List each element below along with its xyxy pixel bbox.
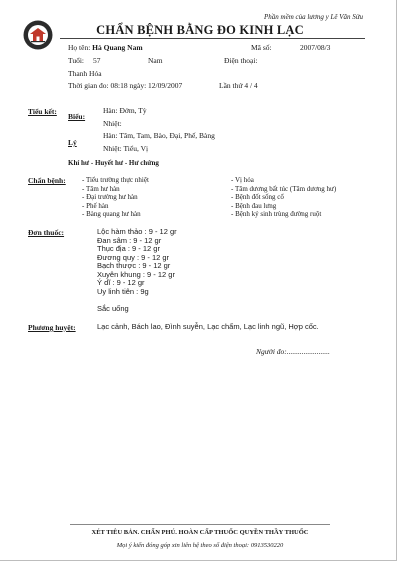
footer-divider: [70, 524, 330, 525]
diagnosis-item: - Bàng quang hư hàn: [82, 210, 141, 219]
diagnosis-item: - Bệnh ký sinh trùng đường ruột: [231, 210, 322, 219]
bieu-nhiet: Nhiệt:: [103, 119, 122, 128]
summary-label: Tiểu kết:: [28, 107, 57, 116]
herb-item: Bạch thược : 9 - 12 gr: [97, 261, 171, 270]
visit-count: 4 / 4: [244, 81, 258, 90]
time-label: Thời gian đo:: [68, 81, 109, 90]
name-label: Họ tên:: [68, 43, 91, 52]
herb-item: Lộc hàm thảo : 9 - 12 gr: [97, 227, 177, 236]
page-title: CHẨN BỆNH BẰNG ĐO KINH LẠC: [96, 23, 304, 37]
measurer-signature-line: Người đo:.......................: [256, 347, 330, 356]
diagnosis-item: - Đại trường hư hàn: [82, 193, 138, 202]
patient-id: 2007/08/3: [300, 43, 331, 52]
bieu-label: Biểu:: [68, 112, 86, 121]
software-credit: Phần mềm của lương y Lê Văn Sửu: [264, 13, 364, 21]
herb-item: Ý dĩ : 9 - 12 gr: [97, 278, 145, 287]
usage-instruction: Sắc uống: [97, 304, 129, 313]
visit-row: [219, 81, 258, 90]
measure-date: 12/09/2007: [148, 81, 183, 90]
diagnosis-item: - Tâm hư hàn: [82, 184, 120, 193]
header-divider: [60, 38, 365, 39]
measure-time-row: [68, 81, 182, 90]
diagnosis-label: Chẩn bệnh:: [28, 176, 66, 185]
diagnosis-item: - Bệnh đốt sống cổ: [231, 193, 284, 202]
diagnosis-item: - Bệnh đau lưng: [231, 201, 277, 210]
visit-label: Lần thứ: [219, 81, 243, 90]
diagnosis-item: - Tiểu trường thực nhiệt: [82, 176, 149, 184]
diagnosis-list-left: [82, 176, 149, 219]
acupoints-label: Phương huyệt:: [28, 323, 76, 332]
patient-name-row: [68, 43, 143, 52]
measure-time: 08:18: [110, 81, 128, 90]
patient-address: Thanh Hóa: [68, 69, 102, 78]
prescription-label: Đơn thuốc:: [28, 228, 65, 237]
ly-label: Lý: [68, 138, 77, 147]
summary-conclusion: Khí hư - Huyết hư - Hư chứng: [68, 159, 159, 167]
date-label: ngày:: [129, 81, 147, 90]
herb-item: Thục địa : 9 - 12 gr: [97, 244, 160, 253]
id-label: Mã số:: [251, 43, 272, 52]
footer-disclaimer: XÉT TIÊU BẢN. CHẨN PHÚ. HOÀN CẤP THUỐC QUYỀN THẦY THUỐC: [91, 529, 309, 536]
diagnosis-item: - Tâm dương bất túc (Tâm dương hư): [231, 184, 337, 193]
ly-nhiet: Nhiệt: Tiểu, Vị: [103, 144, 149, 153]
patient-age: 57: [93, 56, 101, 65]
bieu-han: Hàn: Đởm, Tỳ: [103, 106, 147, 115]
diagnosis-item: - Phế hàn: [82, 201, 109, 210]
diagnosis-list-right: [231, 176, 336, 219]
herb-item: Đương quy : 9 - 12 gr: [97, 252, 170, 262]
diagnosis-item: - Vị hỏa: [231, 176, 254, 184]
patient-name: Hà Quang Nam: [92, 43, 143, 52]
age-label: Tuổi:: [68, 56, 84, 65]
patient-gender: Nam: [148, 56, 163, 65]
herb-item: Đan sâm : 9 - 12 gr: [97, 235, 162, 245]
ly-han: Hàn: Tâm, Tam, Bào, Đại, Phế, Bàng: [103, 131, 215, 140]
herb-item: Uy linh tiên : 9g: [97, 286, 149, 296]
footer-contact: Mọi ý kiến đóng góp xin liên hệ theo số điện thoại: 0913530220: [116, 542, 284, 549]
acupoints-value: Lạc cảnh, Bách lao, Đình suyễn, Lạc chẩm, Lạc linh ngũ, Hợp cốc.: [97, 322, 319, 331]
herb-item: Xuyên khung : 9 - 12 gr: [97, 269, 175, 279]
prescription-list: [97, 228, 177, 296]
phone-label: Điện thoại:: [224, 56, 258, 65]
